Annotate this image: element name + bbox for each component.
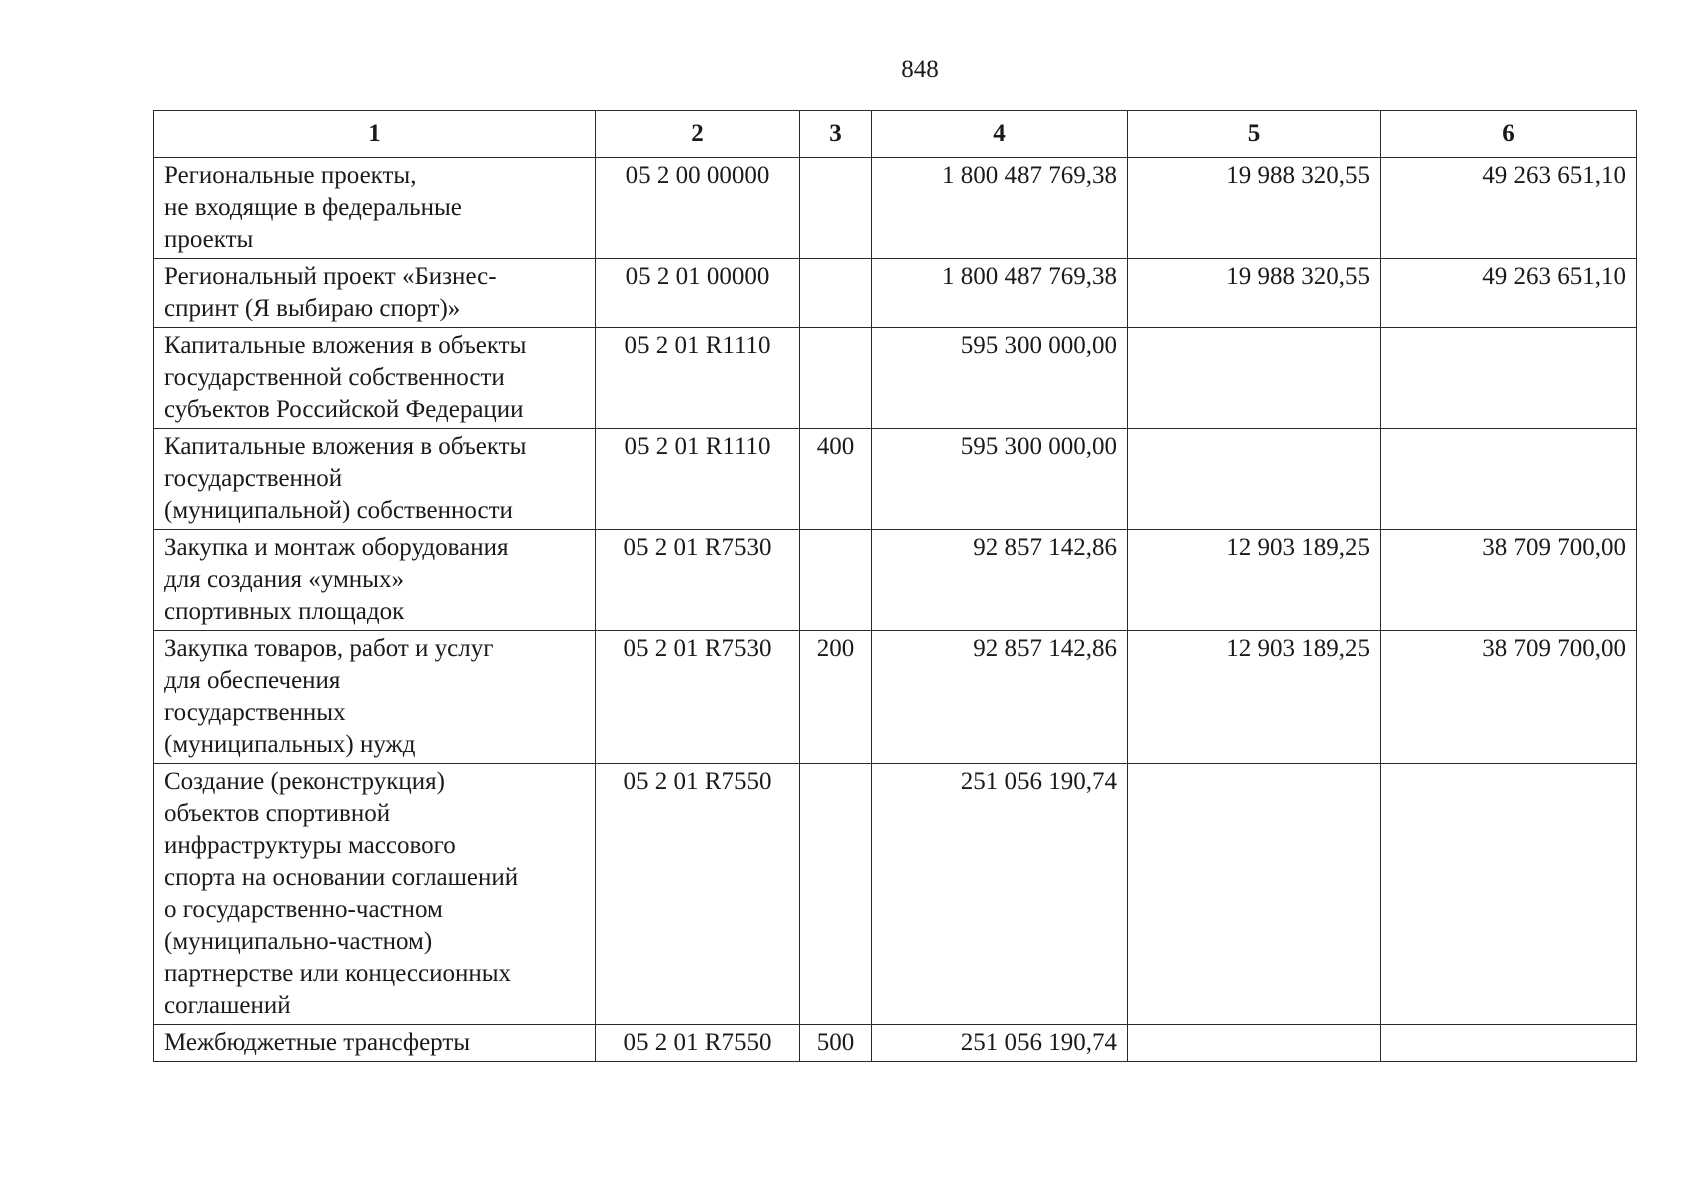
- target-code-cell: 05 2 01 R7550: [596, 764, 800, 1025]
- row-name-cell: [154, 631, 596, 764]
- expense-type-cell: [800, 530, 872, 631]
- amount-col5-cell: [1128, 328, 1381, 429]
- amount-col4-cell: 1 800 487 769,38: [872, 259, 1128, 328]
- row-name-line: для обеспечения: [164, 667, 341, 694]
- expense-type-cell: 400: [800, 429, 872, 530]
- expense-type-cell: 200: [800, 631, 872, 764]
- table-row: [154, 764, 1637, 1025]
- row-name-line: субъектов Российской Федерации: [164, 396, 524, 423]
- target-code-cell: 05 2 01 00000: [596, 259, 800, 328]
- row-name-line: Закупка и монтаж оборудования: [164, 534, 509, 561]
- row-name-line: инфраструктуры массового: [164, 832, 456, 859]
- target-code-cell: 05 2 01 R7530: [596, 530, 800, 631]
- row-name-cell: [154, 259, 596, 328]
- amount-col4-cell: 595 300 000,00: [872, 328, 1128, 429]
- row-name-line: Капитальные вложения в объекты: [164, 332, 527, 359]
- expense-type-cell: [800, 328, 872, 429]
- expense-type-cell: [800, 259, 872, 328]
- amount-col4-cell: 92 857 142,86: [872, 631, 1128, 764]
- target-code-cell: 05 2 01 R7550: [596, 1025, 800, 1062]
- amount-col4-cell: 251 056 190,74: [872, 764, 1128, 1025]
- row-name-line: спринт (Я выбираю спорт)»: [164, 295, 461, 322]
- amount-col5-cell: 19 988 320,55: [1128, 158, 1381, 259]
- row-name-line: спортивных площадок: [164, 598, 405, 625]
- expense-type-cell: [800, 158, 872, 259]
- page-number: 848: [901, 56, 939, 83]
- row-name-line: Региональные проекты,: [164, 162, 417, 189]
- column-header-2: 2: [596, 111, 800, 158]
- row-name-line: Капитальные вложения в объекты: [164, 433, 527, 460]
- amount-col5-cell: [1128, 764, 1381, 1025]
- row-name-line: не входящие в федеральные: [164, 194, 462, 221]
- amount-col6-cell: [1381, 1025, 1637, 1062]
- amount-col4-cell: 251 056 190,74: [872, 1025, 1128, 1062]
- row-name-cell: [154, 530, 596, 631]
- amount-col6-cell: [1381, 328, 1637, 429]
- amount-col5-cell: 12 903 189,25: [1128, 530, 1381, 631]
- row-name-line: объектов спортивной: [164, 800, 391, 827]
- table-row: [154, 530, 1637, 631]
- row-name-line: о государственно-частном: [164, 896, 443, 923]
- amount-col5-cell: [1128, 429, 1381, 530]
- row-name-cell: [154, 1025, 596, 1062]
- row-name-line: государственных: [164, 699, 346, 726]
- amount-col5-cell: 19 988 320,55: [1128, 259, 1381, 328]
- row-name-line: Закупка товаров, работ и услуг: [164, 635, 494, 662]
- row-name-line: проекты: [164, 226, 254, 253]
- amount-col6-cell: 49 263 651,10: [1381, 259, 1637, 328]
- table-row: [154, 1025, 1637, 1062]
- table-header-row: [154, 111, 1637, 158]
- expense-type-cell: 500: [800, 1025, 872, 1062]
- amount-col6-cell: 38 709 700,00: [1381, 530, 1637, 631]
- table-row: [154, 259, 1637, 328]
- row-name-line: (муниципально-частном): [164, 928, 433, 955]
- row-name-line: (муниципальной) собственности: [164, 497, 513, 524]
- amount-col6-cell: 49 263 651,10: [1381, 158, 1637, 259]
- row-name-cell: [154, 429, 596, 530]
- target-code-cell: 05 2 00 00000: [596, 158, 800, 259]
- table-row: [154, 631, 1637, 764]
- row-name-line: соглашений: [164, 992, 291, 1019]
- column-header-5: 5: [1128, 111, 1381, 158]
- column-header-6: 6: [1381, 111, 1637, 158]
- amount-col6-cell: [1381, 764, 1637, 1025]
- budget-table: [153, 110, 1637, 1062]
- row-name-line: партнерстве или концессионных: [164, 960, 512, 987]
- table-row: [154, 158, 1637, 259]
- column-header-1: 1: [154, 111, 596, 158]
- amount-col5-cell: 12 903 189,25: [1128, 631, 1381, 764]
- expense-type-cell: [800, 764, 872, 1025]
- row-name-cell: [154, 328, 596, 429]
- row-name-cell: [154, 158, 596, 259]
- row-name-line: спорта на основании соглашений: [164, 864, 519, 891]
- row-name-line: государственной собственности: [164, 364, 505, 391]
- amount-col6-cell: [1381, 429, 1637, 530]
- amount-col5-cell: [1128, 1025, 1381, 1062]
- amount-col4-cell: 595 300 000,00: [872, 429, 1128, 530]
- table-row: [154, 429, 1637, 530]
- row-name-line: (муниципальных) нужд: [164, 731, 416, 758]
- row-name-line: Региональный проект «Бизнес-: [164, 263, 497, 290]
- target-code-cell: 05 2 01 R1110: [596, 429, 800, 530]
- row-name-line: Межбюджетные трансферты: [164, 1029, 471, 1056]
- column-header-3: 3: [800, 111, 872, 158]
- row-name-line: для создания «умных»: [164, 566, 404, 593]
- target-code-cell: 05 2 01 R7530: [596, 631, 800, 764]
- amount-col4-cell: 92 857 142,86: [872, 530, 1128, 631]
- row-name-cell: [154, 764, 596, 1025]
- column-header-4: 4: [872, 111, 1128, 158]
- amount-col4-cell: 1 800 487 769,38: [872, 158, 1128, 259]
- amount-col6-cell: 38 709 700,00: [1381, 631, 1637, 764]
- row-name-line: государственной: [164, 465, 343, 492]
- row-name-line: Создание (реконструкция): [164, 768, 445, 795]
- table-row: [154, 328, 1637, 429]
- target-code-cell: 05 2 01 R1110: [596, 328, 800, 429]
